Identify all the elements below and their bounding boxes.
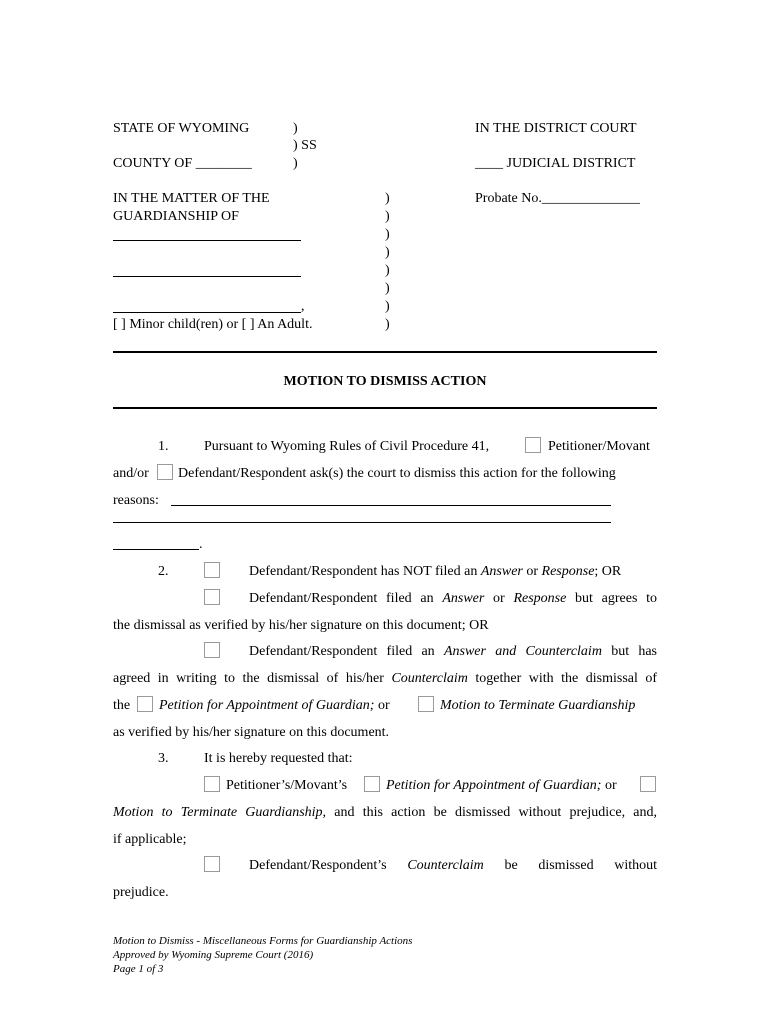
answer-counterclaim-checkbox[interactable]	[204, 642, 220, 658]
caption-paren: )	[385, 299, 390, 314]
caption-paren: )	[385, 227, 390, 242]
ward-name-line-1[interactable]	[113, 240, 301, 241]
no-answer-checkbox[interactable]	[204, 562, 220, 578]
request-motion-checkbox[interactable]	[640, 776, 656, 792]
caption-paren: )	[293, 121, 298, 136]
county-label: COUNTY OF ________	[113, 156, 252, 171]
para2-option3-petition: Petition for Appointment of Guardian; or	[159, 698, 390, 713]
para3-petitioner-label: Petitioner’s/Movant’s	[226, 778, 348, 793]
reasons-line-1[interactable]	[171, 505, 611, 506]
para2-option2-line2: the dismissal as verified by his/her signature on this document; OR	[113, 618, 489, 633]
matter-line-2: GUARDIANSHIP OF	[113, 209, 239, 224]
para1-number: 1.	[158, 439, 169, 454]
dismiss-motion-checkbox[interactable]	[418, 696, 434, 712]
petitioner-request-checkbox[interactable]	[204, 776, 220, 792]
ss-label: ) SS	[293, 138, 317, 153]
para3-line4: Defendant/Respondent’s Counterclaim be dismissed without	[249, 858, 658, 873]
para2-number: 2.	[158, 564, 169, 579]
para2-option3-line2: agreed in writing to the dismissal of his/her Counterclaim together with the dismissal of	[113, 671, 658, 686]
reasons-line-2[interactable]	[113, 522, 611, 523]
reasons-label: reasons:	[113, 493, 159, 508]
reasons-line-3[interactable]	[113, 549, 199, 550]
caption-paren: )	[293, 156, 298, 171]
para2-option3: Defendant/Respondent filed an Answer and Counterclaim but has	[249, 644, 658, 659]
para3-intro: It is hereby requested that:	[204, 751, 353, 766]
footer-approval: Approved by Wyoming Supreme Court (2016)	[113, 949, 314, 961]
matter-line-1: IN THE MATTER OF THE	[113, 191, 270, 206]
para3-line3: if applicable;	[113, 832, 187, 847]
para3-number: 3.	[158, 751, 169, 766]
footer-page-number: Page 1 of 3	[113, 963, 164, 975]
caption-paren: )	[385, 263, 390, 278]
para2-option3-motion: Motion to Terminate Guardianship	[440, 698, 636, 713]
footer-form-title: Motion to Dismiss - Miscellaneous Forms for Guardianship Actions	[113, 935, 413, 947]
para2-option3-the: the	[113, 698, 131, 713]
judicial-district-label: ____ JUDICIAL DISTRICT	[475, 156, 636, 171]
caption-paren: )	[385, 281, 390, 296]
reasons-period: .	[199, 537, 203, 552]
para2-option1: Defendant/Respondent has NOT filed an Answer or Response; OR	[249, 564, 622, 579]
para1-defendant-text: Defendant/Respondent ask(s) the court to dismiss this action for the following	[178, 466, 616, 481]
minor-adult-selector[interactable]: [ ] Minor child(ren) or [ ] An Adult.	[113, 317, 313, 332]
petitioner-movant-checkbox[interactable]	[525, 437, 541, 453]
para1-petitioner-label: Petitioner/Movant	[548, 439, 650, 454]
ward-name-line-2[interactable]	[113, 276, 301, 277]
state-label: STATE OF WYOMING	[113, 121, 250, 136]
para3-line2: Motion to Terminate Guardianship, and this action be dismissed without prejudice, and,	[113, 805, 658, 820]
title-rule-bottom	[113, 407, 657, 409]
para3-petition: Petition for Appointment of Guardian; or	[386, 778, 617, 793]
para2-option2: Defendant/Respondent filed an Answer or Response but agrees to	[249, 591, 658, 606]
para1-andor: and/or	[113, 466, 149, 481]
answer-agrees-checkbox[interactable]	[204, 589, 220, 605]
dismiss-petition-checkbox[interactable]	[137, 696, 153, 712]
counterclaim-dismiss-checkbox[interactable]	[204, 856, 220, 872]
document-title: MOTION TO DISMISS ACTION	[283, 374, 487, 389]
probate-number: Probate No.______________	[475, 191, 640, 206]
para2-option3-line4: as verified by his/her signature on this document.	[113, 725, 390, 740]
ward-name-line-3[interactable]	[113, 312, 301, 313]
para3-line5: prejudice.	[113, 885, 169, 900]
title-rule-top	[113, 351, 657, 353]
court-label: IN THE DISTRICT COURT	[475, 121, 637, 136]
para1-text: Pursuant to Wyoming Rules of Civil Procedure 41,	[204, 439, 490, 454]
caption-paren: )	[385, 245, 390, 260]
trailing-comma: ,	[301, 299, 305, 314]
caption-paren: )	[385, 191, 390, 206]
request-petition-checkbox[interactable]	[364, 776, 380, 792]
caption-paren: )	[385, 317, 390, 332]
defendant-respondent-checkbox[interactable]	[157, 464, 173, 480]
caption-paren: )	[385, 209, 390, 224]
